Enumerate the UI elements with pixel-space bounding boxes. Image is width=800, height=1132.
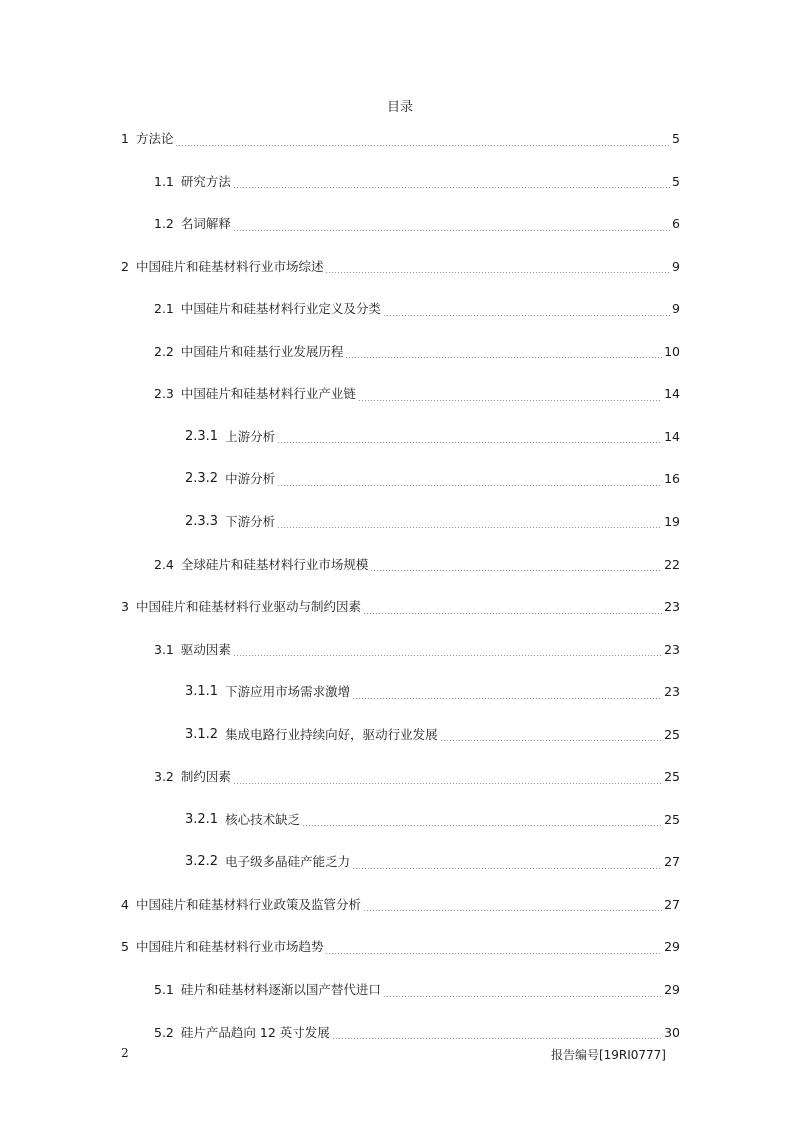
toc-entry-number: 1.1 (154, 173, 174, 189)
toc-dot-leader (277, 442, 662, 443)
toc-entry[interactable] (154, 383, 680, 405)
toc-entry-label: 下游分析 (225, 513, 276, 529)
toc-entry-number: 2.1 (154, 301, 174, 317)
toc-entry-label: 制约因素 (180, 769, 231, 785)
toc-entry-page: 19 (664, 513, 680, 529)
toc-entry-label: 上游分析 (225, 428, 276, 444)
toc-entry-page: 9 (672, 258, 680, 274)
toc-entry-label: 研究方法 (180, 173, 231, 189)
toc-dot-leader (233, 187, 670, 188)
toc-dot-leader (175, 145, 670, 146)
toc-entry[interactable] (121, 256, 680, 278)
toc-entry-label: 硅片和硅基材料逐渐以国产替代进口 (180, 982, 381, 997)
toc-entry[interactable] (121, 596, 680, 618)
footer-page-number: 2 (121, 1046, 129, 1060)
toc-entry-label: 驱动因素 (180, 641, 231, 657)
toc-entry-page: 10 (664, 343, 680, 359)
toc-entry-page: 16 (664, 471, 680, 487)
toc-entry[interactable] (185, 851, 680, 873)
toc-entry-label: 下游应用市场需求激增 (225, 684, 351, 700)
toc-entry[interactable] (185, 511, 680, 533)
toc-dot-leader (383, 315, 670, 316)
toc-entry[interactable] (154, 298, 680, 320)
toc-dot-leader (233, 783, 662, 784)
toc-dot-leader (363, 613, 662, 614)
toc-dot-leader (302, 825, 662, 826)
toc-dot-leader (277, 527, 662, 528)
toc-entry-label: 方法论 (135, 131, 174, 146)
toc-entry-number: 3 (121, 599, 129, 615)
toc-entry-page: 29 (664, 939, 680, 955)
toc-entry-page: 14 (664, 386, 680, 402)
toc-dot-leader (440, 740, 663, 741)
toc-entry-label: 中国硅片和硅基材料行业市场综述 (135, 258, 324, 274)
toc-dot-leader (352, 698, 662, 699)
toc-entry-number: 3.1.2 (185, 726, 219, 742)
toc-dot-leader (358, 400, 662, 401)
toc-dot-leader (277, 485, 662, 486)
toc-entry[interactable] (121, 894, 680, 916)
toc-entry-page: 30 (664, 1024, 680, 1040)
toc-entry[interactable] (185, 468, 680, 490)
toc-entry-label: 电子级多晶硅产能乏力 (225, 854, 351, 870)
toc-entry-number: 2.3.3 (185, 513, 219, 529)
toc-entry-page: 22 (664, 556, 680, 572)
toc-entry-number: 4 (121, 896, 129, 912)
toc-dot-leader (345, 357, 662, 358)
toc-entry[interactable] (154, 639, 680, 661)
toc-entry-page: 14 (664, 428, 680, 444)
toc-entry-page: 23 (664, 684, 680, 700)
toc-entry-number: 5.1 (154, 982, 174, 997)
toc-entry[interactable] (154, 341, 680, 363)
toc-entry-number: 1 (121, 131, 129, 146)
toc-entry-number: 1.2 (154, 216, 174, 232)
toc-entry-page: 5 (672, 131, 680, 146)
toc-entry[interactable] (154, 554, 680, 576)
toc-entry-label: 全球硅片和硅基材料行业市场规模 (180, 556, 369, 572)
toc-entry[interactable] (154, 1022, 680, 1044)
toc-entry-number: 3.1 (154, 641, 174, 657)
toc-dot-leader (233, 655, 662, 656)
toc-entry[interactable] (121, 128, 680, 150)
toc-entry[interactable] (185, 809, 680, 831)
toc-entry-number: 2.3.2 (185, 471, 219, 487)
toc-entry-page: 9 (672, 301, 680, 317)
toc-entry-number: 2.4 (154, 556, 174, 572)
toc-dot-leader (325, 953, 662, 954)
page-title: 目录 (386, 100, 413, 115)
toc-entry-number: 2.2 (154, 343, 174, 359)
toc-entry-number: 3.1.1 (185, 684, 219, 700)
toc-entry[interactable] (185, 426, 680, 448)
toc-entry-number: 2.3 (154, 386, 174, 402)
toc-entry[interactable] (185, 724, 680, 746)
toc-entry-label: 集成电路行业持续向好，驱动行业发展 (225, 726, 438, 742)
toc-dot-leader (383, 996, 662, 997)
toc-entry-page: 27 (664, 896, 680, 912)
toc-entry[interactable] (154, 171, 680, 193)
toc-entry-number: 3.2.1 (185, 811, 219, 827)
toc-entry-label: 名词解释 (180, 216, 231, 232)
toc-entry[interactable] (154, 213, 680, 235)
toc-entry-number: 5 (121, 939, 129, 955)
toc-entry-label: 中国硅片和硅基材料行业定义及分类 (180, 301, 381, 317)
toc-entry-page: 27 (664, 854, 680, 870)
toc-entry-label: 中游分析 (225, 471, 276, 487)
toc-entry-page: 29 (664, 982, 680, 997)
toc-entry[interactable] (185, 681, 680, 703)
toc-entry-label: 核心技术缺乏 (225, 811, 301, 827)
toc-entry-page: 6 (672, 216, 680, 232)
toc-entry-label: 中国硅片和硅基材料行业驱动与制约因素 (135, 599, 361, 615)
footer-report-id: 报告编号[19RI0777] (550, 1048, 666, 1062)
toc-entry-number: 5.2 (154, 1024, 174, 1040)
toc-entry-number: 3.2 (154, 769, 174, 785)
toc-entry-page: 5 (672, 173, 680, 189)
toc-dot-leader (370, 570, 662, 571)
toc-dot-leader (352, 868, 662, 869)
toc-entry[interactable] (154, 979, 680, 1001)
toc-entry[interactable] (121, 936, 680, 958)
toc-entry-page: 23 (664, 641, 680, 657)
toc-entry-label: 中国硅片和硅基材料行业产业链 (180, 386, 356, 402)
toc-entry-page: 25 (664, 726, 680, 742)
toc-entry-page: 25 (664, 811, 680, 827)
toc-entry-number: 3.2.2 (185, 854, 219, 870)
toc-dot-leader (233, 230, 670, 231)
toc-entry-number: 2.3.1 (185, 428, 219, 444)
toc-entry-label: 中国硅片和硅基材料行业政策及监管分析 (135, 896, 361, 912)
toc-entry-label: 硅片产品趋向 12 英寸发展 (180, 1024, 330, 1040)
toc-dot-leader (363, 910, 662, 911)
toc-entry-page: 23 (664, 599, 680, 615)
toc-dot-leader (332, 1038, 662, 1039)
toc-dot-leader (325, 272, 670, 273)
toc-entry-label: 中国硅片和硅基行业发展历程 (180, 343, 344, 359)
toc-entry[interactable] (154, 766, 680, 788)
toc-entry-number: 2 (121, 258, 129, 274)
toc-entry-page: 25 (664, 769, 680, 785)
toc-entry-label: 中国硅片和硅基材料行业市场趋势 (135, 939, 324, 955)
